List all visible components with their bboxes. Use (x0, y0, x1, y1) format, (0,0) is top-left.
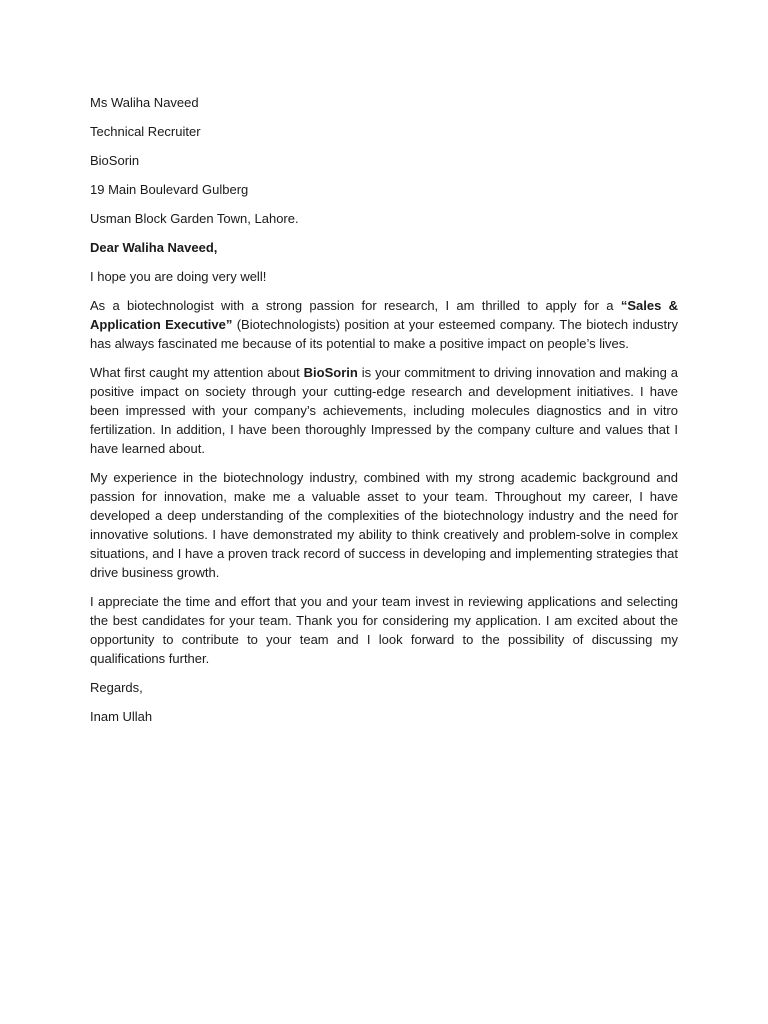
closing: Regards, (90, 680, 143, 695)
signature: Inam Ullah (90, 709, 153, 724)
recipient-title: Technical Recruiter (90, 124, 201, 139)
recipient-company: BioSorin (90, 153, 140, 168)
cover-letter (90, 93, 678, 736)
position-title: “Sales & Application Executive” (90, 298, 678, 332)
salutation: Dear Waliha Naveed, (90, 240, 218, 255)
paragraph-company-before: What first caught my attention about (90, 365, 304, 380)
paragraph-company (90, 363, 678, 458)
paragraph-intro-before: As a biotechnologist with a strong passion for research, I am thrilled to apply for a (90, 298, 621, 313)
greeting: I hope you are doing very well! (90, 269, 267, 284)
recipient-address-line2: Usman Block Garden Town, Lahore. (90, 211, 299, 226)
recipient-address-line1: 19 Main Boulevard Gulberg (90, 182, 249, 197)
recipient-name: Ms Waliha Naveed (90, 95, 199, 110)
paragraph-intro-after: (Biotechnologists) position at your esteemed company. The biotech industry has always fascinated me because of its potential to make a positive impact on people’s lives. (90, 317, 679, 351)
paragraph-experience: My experience in the biotechnology industry, combined with my strong academic background and passion for innovation, make me a valuable asset to your team. Throughout my career, I have developed a deep understanding of the complexities of the biotechnology industry and the need for innovative solutions. I have demonstrated my ability to think creatively and problem-solve in complex situations, and I have a proven track record of success in developing and implementing strategies that drive business growth. (90, 470, 678, 580)
paragraph-closing: I appreciate the time and effort that you and your team invest in reviewing applications and selecting the best candidates for your team. Thank you for considering my application. I am excited about the opportunity to contribute to your team and I look forward to the possibility of discussing my qualifications further. (90, 594, 678, 666)
paragraph-intro (90, 296, 678, 353)
paragraph-company-after: is your commitment to driving innovation and making a positive impact on society through your cutting-edge research and development initiatives. I have been impressed with your company’s achievements, including molecules diagnostics and in vitro fertilization. In addition, I have been thoroughly Impressed by the company culture and values that I have learned about. (90, 365, 678, 456)
company-name-bold: BioSorin (303, 365, 358, 380)
